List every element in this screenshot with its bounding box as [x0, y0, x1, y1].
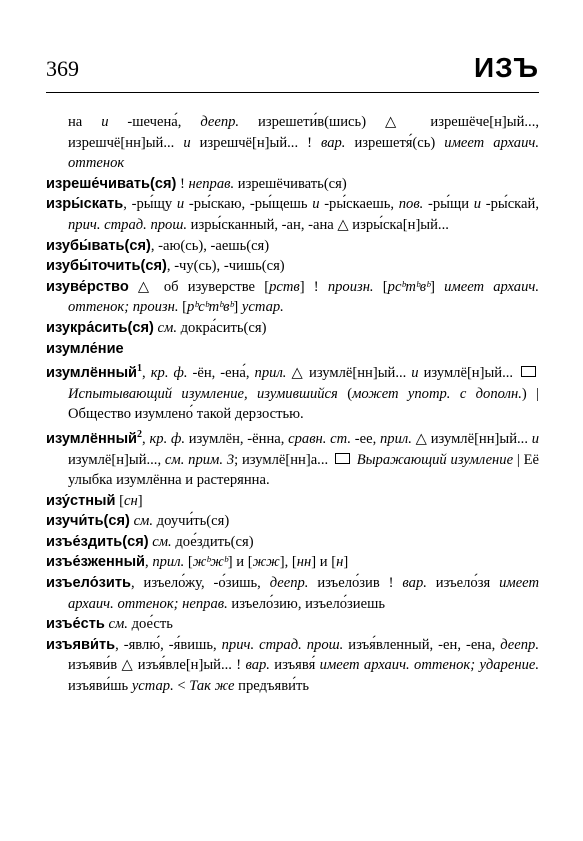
- headword: изумлённый: [46, 430, 138, 447]
- italic-note: устар.: [131, 678, 174, 695]
- italic-note: Выражающий изумление: [356, 451, 514, 468]
- entry-izustny: [46, 491, 539, 512]
- entry-text: [: [373, 278, 388, 295]
- italic-note: рств: [269, 278, 300, 295]
- italic-note: см.: [133, 513, 154, 530]
- entry-text: -шечена́,: [108, 114, 201, 130]
- italic-note: сн: [124, 492, 138, 509]
- italic-note: имеет архаич. оттенок; неправ.: [68, 575, 540, 612]
- headword: изуве́рство: [46, 278, 129, 295]
- italic-note: и: [101, 114, 109, 130]
- headword: изубы́точить(ся): [46, 258, 167, 275]
- running-head: ИЗЪ: [473, 52, 539, 83]
- italic-note: имеет архаич. оттенок; ударение.: [319, 657, 539, 674]
- headword: изъе́здить(ся): [46, 533, 149, 550]
- entry-text: изрешети́в(шись) △ изрешёче[н]ый..., изрешчё[нн]ый...: [68, 114, 540, 151]
- italic-note: и: [473, 196, 482, 213]
- entry-text: дое́здить(ся): [171, 533, 254, 550]
- entry-text: !: [176, 175, 189, 192]
- italic-note: рсᵇтᵇвᵇ: [387, 278, 431, 295]
- entry-text: ]: [430, 278, 445, 295]
- dictionary-entries: [46, 112, 539, 697]
- page-header: [46, 52, 539, 93]
- entry-text: , -чу(сь), -чишь(ся): [166, 258, 285, 275]
- entry-izumlenny1: [46, 359, 539, 425]
- italic-note: см.: [108, 616, 128, 633]
- entry-text: [: [178, 299, 188, 316]
- entry-text: ] и [: [311, 554, 337, 571]
- definition-box-icon: [521, 366, 536, 377]
- entry-text: на: [68, 114, 102, 130]
- entry-text: | Её улыбка изумлённа и растерянна.: [68, 451, 540, 489]
- italic-note: имеет архаич. оттенок; произн.: [68, 278, 540, 316]
- entry-text: изрешетя́(сь): [345, 134, 445, 151]
- headword: изумле́ние: [46, 340, 124, 357]
- entry-text: (: [337, 385, 353, 402]
- entry-text: изъяви́шь: [68, 678, 132, 695]
- headword: изреше́чивать(ся): [46, 175, 177, 192]
- italic-note: может употр. с дополн.: [352, 385, 522, 402]
- italic-note: и: [312, 196, 320, 213]
- entry-text: [: [115, 492, 125, 509]
- italic-note: неправ.: [188, 175, 235, 192]
- definition-box-icon: [335, 453, 350, 464]
- entry-izubytochit: [46, 256, 539, 277]
- entry-izyezzhenny: [46, 552, 539, 573]
- entry-text: изъело́зию, изъело́зиешь: [227, 595, 385, 612]
- italic-note: деепр.: [500, 636, 539, 653]
- italic-note: произн.: [327, 278, 374, 295]
- entry-izumlenny2: [46, 425, 539, 491]
- italic-note: вар.: [245, 657, 270, 674]
- italic-note: нн: [296, 554, 312, 571]
- italic-note: прич. страд. прош.: [221, 636, 344, 653]
- entry-text: ], [: [279, 554, 297, 571]
- entry-text: ]: [137, 492, 143, 509]
- entry-text: , -явлю́, -я́вишь,: [115, 636, 222, 653]
- entry-text: докра́сить(ся): [176, 319, 267, 336]
- italic-note: прич. страд. прош.: [68, 216, 187, 233]
- headword: изъе́сть: [46, 616, 105, 633]
- entry-text: ) | Общество изумлено́ такой дерзостью.: [68, 385, 540, 423]
- headword: изумлённый: [46, 365, 138, 382]
- entry-text: ]: [233, 299, 242, 316]
- entry-text: изъявя́: [269, 657, 320, 674]
- italic-note: н: [336, 554, 344, 571]
- italic-note: деепр.: [269, 575, 309, 592]
- entry-text: △ об изуверстве [: [128, 278, 270, 295]
- entry-text: △ изумлё[нн]ый...: [411, 430, 532, 447]
- entry-izyelozit: [46, 573, 539, 614]
- headword: изры́скать: [46, 196, 124, 213]
- entry-text: ; изумлё[нн]а...: [234, 451, 332, 468]
- italic-note: и: [411, 365, 419, 382]
- italic-note: и: [531, 430, 540, 447]
- entry-text: [: [184, 554, 193, 571]
- homonym-index: 1: [137, 363, 143, 375]
- entry-text: изумлё[н]ый...: [418, 365, 519, 382]
- headword: изучи́ть(ся): [46, 513, 130, 530]
- entry-text: изрешёчивать(ся): [234, 175, 347, 192]
- headword: изъяви́ть: [46, 636, 116, 653]
- entry-text: ,: [142, 430, 150, 447]
- page-number: 369: [46, 56, 79, 81]
- headword: изъело́зить: [46, 575, 131, 592]
- italic-note: и: [176, 196, 185, 213]
- entry-text: , -аю(сь), -аешь(ся): [150, 237, 270, 254]
- italic-note: прил.: [379, 430, 412, 447]
- italic-note: рᵇсᵇтᵇвᵇ: [187, 299, 234, 316]
- entry-text: ,: [142, 365, 151, 382]
- homonym-index: 2: [137, 428, 143, 440]
- italic-note: см.: [152, 533, 172, 550]
- entry-izuchit: [46, 511, 539, 532]
- entry-text: изъело́зив !: [308, 575, 403, 592]
- entry-text: изъяви́в △ изъя́вле[н]ый... !: [68, 657, 246, 674]
- italic-note: устар.: [241, 299, 284, 316]
- italic-note: сравн. ст.: [288, 430, 352, 447]
- entry-text: ,: [145, 554, 153, 571]
- entry-text: -ры́щи: [423, 196, 474, 213]
- entry-izubyvat: [46, 236, 539, 257]
- italic-note: вар.: [320, 134, 346, 151]
- italic-note: жᵇжᵇ: [192, 554, 228, 571]
- entry-text: , -ры́щу: [123, 196, 177, 213]
- entry-text: -ры́скаешь,: [319, 196, 399, 213]
- entry-izuverstvo: [46, 277, 539, 318]
- entry-izreshechivat: [46, 174, 539, 195]
- italic-note: см. прим. 3: [164, 451, 235, 468]
- entry-text: ] !: [299, 278, 328, 295]
- entry-text: изъело́зя: [426, 575, 500, 592]
- italic-note: и: [183, 134, 191, 151]
- headword: изъе́зженный: [46, 554, 146, 571]
- entry-cont: [46, 112, 539, 174]
- entry-text: доучи́ть(ся): [153, 513, 230, 530]
- entry-text: предъяви́ть: [234, 678, 309, 695]
- entry-text: -ры́скай,: [481, 196, 539, 213]
- italic-note: прил.: [254, 365, 287, 382]
- headword: изубы́вать(ся): [46, 237, 151, 254]
- italic-note: жж: [252, 554, 280, 571]
- italic-note: вар.: [402, 575, 427, 592]
- entry-izukrasit: [46, 318, 539, 339]
- italic-note: имеет архаич. оттенок: [68, 134, 539, 172]
- headword: изукра́сить(ся): [46, 319, 154, 336]
- italic-note: пов.: [398, 196, 424, 213]
- entry-text: изумлё[н]ый...,: [68, 451, 165, 468]
- entry-text: ]: [343, 554, 349, 571]
- entry-text: -ры́скаю, -ры́щешь: [184, 196, 313, 213]
- italic-note: кр. ф.: [149, 430, 185, 447]
- entry-text: ] и [: [227, 554, 253, 571]
- entry-text: изры́сканный, -ан, -ана △ изры́ска[н]ый...: [187, 216, 449, 233]
- entry-izyavit: [46, 635, 539, 697]
- entry-text: изрешчё[н]ый... !: [190, 134, 321, 151]
- entry-text: -ён, -ена́,: [187, 365, 255, 382]
- entry-izyest: [46, 614, 539, 635]
- italic-note: прил.: [152, 554, 185, 571]
- headword: изу́стный: [46, 492, 116, 509]
- italic-note: кр. ф.: [150, 365, 188, 382]
- entry-text: -ее,: [351, 430, 380, 447]
- entry-izyezdit: [46, 532, 539, 553]
- italic-note: Так же: [189, 678, 235, 695]
- italic-note: Испытывающий изумление, изумившийся: [68, 385, 338, 402]
- entry-text: дое́сть: [127, 616, 173, 633]
- entry-text: <: [173, 678, 190, 695]
- entry-text: изъя́вленный, -ен, -ена,: [343, 636, 501, 653]
- italic-note: см.: [157, 319, 177, 336]
- entry-izryskat: [46, 194, 539, 235]
- entry-text: , изъело́жу, -о́зишь,: [130, 575, 270, 592]
- entry-izumlenie: [46, 339, 539, 360]
- entry-text: △ изумлё[нн]ый...: [286, 365, 412, 382]
- italic-note: деепр.: [200, 114, 240, 130]
- entry-text: изумлён, -ённа,: [184, 430, 289, 447]
